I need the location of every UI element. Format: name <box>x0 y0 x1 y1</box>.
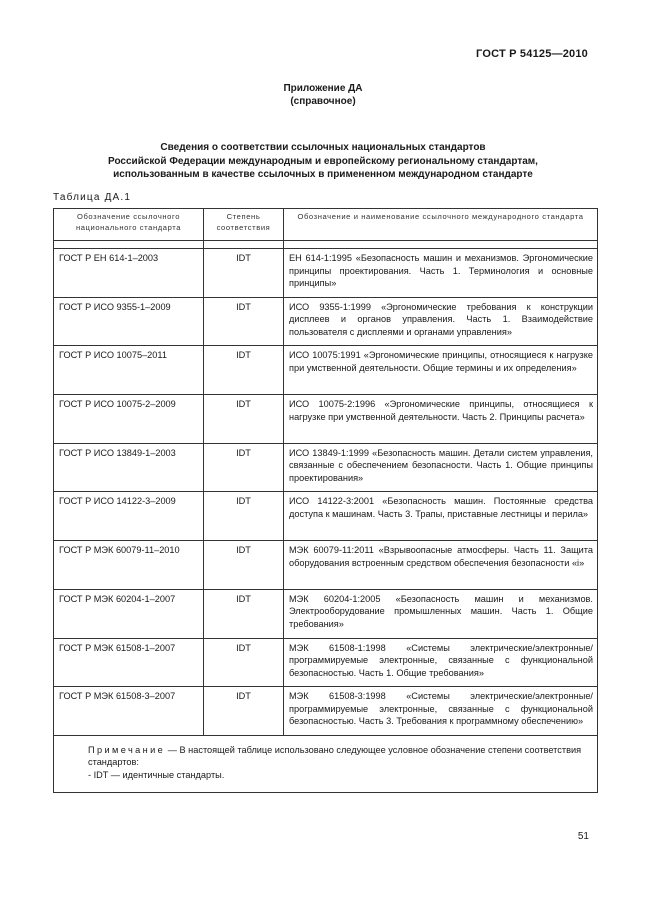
column-header-degree: Степень соответствия <box>204 209 284 241</box>
degree-cell: IDT <box>204 297 284 346</box>
appendix-subtitle: (справочное) <box>290 96 356 107</box>
note-text: — В настоящей таблице использовано следующее условное обозначение степени соответствия стандартов: <box>88 744 582 768</box>
header-spacer-row <box>54 241 598 249</box>
table-row <box>54 249 598 298</box>
table-note-row <box>54 735 598 792</box>
table-row <box>54 638 598 687</box>
note-item: - IDT — идентичные стандарты. <box>88 770 225 781</box>
table-row <box>54 687 598 736</box>
degree-cell: IDT <box>204 687 284 736</box>
title-line: использованным в качестве ссылочных в примененном международном стандарте <box>113 169 533 180</box>
appendix-heading <box>0 82 646 108</box>
national-standard-cell: ГОСТ Р МЭК 60079-11–2010 <box>54 541 204 590</box>
title-line: Сведения о соответствии ссылочных национальных стандартов <box>160 142 486 153</box>
table-row <box>54 541 598 590</box>
table-row <box>54 492 598 541</box>
table-row <box>54 297 598 346</box>
degree-cell: IDT <box>204 346 284 395</box>
title-line: Российской Федерации международным и европейскому региональному стандартам, <box>108 155 538 167</box>
national-standard-cell: ГОСТ Р МЭК 61508-3–2007 <box>54 687 204 736</box>
document-title <box>60 141 586 182</box>
international-standard-cell: ИСО 9355-1:1999 «Эргономические требования к конструкции дисплеев и органов управления. Часть 1. Взаимодействие пользователя с дисплеями и органами управления» <box>284 297 598 346</box>
national-standard-cell: ГОСТ Р ИСО 10075–2011 <box>54 346 204 395</box>
degree-cell: IDT <box>204 492 284 541</box>
national-standard-cell: ГОСТ Р ИСО 14122-3–2009 <box>54 492 204 541</box>
international-standard-cell: ИСО 14122-3:2001 «Безопасность машин. Постоянные средства доступа к машинам. Часть 3. Трапы, приставные лестницы и перила» <box>284 492 598 541</box>
table-row <box>54 395 598 444</box>
international-standard-cell: ИСО 10075:1991 «Эргономические принципы, относящиеся к нагрузке при умственной деятельности. Общие термины и их определения» <box>284 346 598 395</box>
international-standard-cell: МЭК 61508-1:1998 «Системы электрические/электронные/программируемые электронные, связанные с функциональной безопасностью. Часть 1. Общие требования» <box>284 638 598 687</box>
standards-table <box>53 208 598 793</box>
international-standard-cell: МЭК 60079-11:2011 «Взрывоопасные атмосферы. Часть 11. Защита оборудования встроенным средством обеспечения безопасности «i» <box>284 541 598 590</box>
national-standard-cell: ГОСТ Р МЭК 60204-1–2007 <box>54 589 204 638</box>
national-standard-cell: ГОСТ Р ЕН 614-1–2003 <box>54 249 204 298</box>
degree-cell: IDT <box>204 395 284 444</box>
table-caption: Таблица ДА.1 <box>53 192 132 203</box>
degree-cell: IDT <box>204 443 284 492</box>
international-standard-cell: МЭК 60204-1:2005 «Безопасность машин и механизмов. Электрооборудование промышленных машин. Часть 1. Общие требования» <box>284 589 598 638</box>
national-standard-cell: ГОСТ Р ИСО 9355-1–2009 <box>54 297 204 346</box>
national-standard-cell: ГОСТ Р ИСО 10075-2–2009 <box>54 395 204 444</box>
national-standard-cell: ГОСТ Р ИСО 13849-1–2003 <box>54 443 204 492</box>
degree-cell: IDT <box>204 249 284 298</box>
table-note <box>54 735 598 792</box>
international-standard-cell: ИСО 10075-2:1996 «Эргономические принципы, относящиеся к нагрузке при умственной деятельности. Часть 2. Принципы расчета» <box>284 395 598 444</box>
national-standard-cell: ГОСТ Р МЭК 61508-1–2007 <box>54 638 204 687</box>
column-header-international: Обозначение и наименование ссылочного международного стандарта <box>284 209 598 241</box>
table-row <box>54 346 598 395</box>
note-label: Примечание <box>88 744 166 755</box>
page-number: 51 <box>577 831 589 842</box>
table-row <box>54 443 598 492</box>
international-standard-cell: ЕН 614-1:1995 «Безопасность машин и механизмов. Эргономические принципы проектирования. Часть 1. Терминология и основные принципы» <box>284 249 598 298</box>
table-row <box>54 589 598 638</box>
international-standard-cell: ИСО 13849-1:1999 «Безопасность машин. Детали систем управления, связанные с обеспечением безопасности. Часть 1. Общие принципы проектирования» <box>284 443 598 492</box>
degree-cell: IDT <box>204 541 284 590</box>
international-standard-cell: МЭК 61508-3:1998 «Системы электрические/электронные/программируемые электронные, связанные с функциональной безопасностью. Часть 3. Требования к программному обеспечению» <box>284 687 598 736</box>
degree-cell: IDT <box>204 589 284 638</box>
appendix-title: Приложение ДА <box>283 83 363 94</box>
table-header-row <box>54 209 598 241</box>
degree-cell: IDT <box>204 638 284 687</box>
standard-code: ГОСТ Р 54125—2010 <box>476 48 588 60</box>
column-header-national: Обозначение ссылочного национального стандарта <box>54 209 204 241</box>
